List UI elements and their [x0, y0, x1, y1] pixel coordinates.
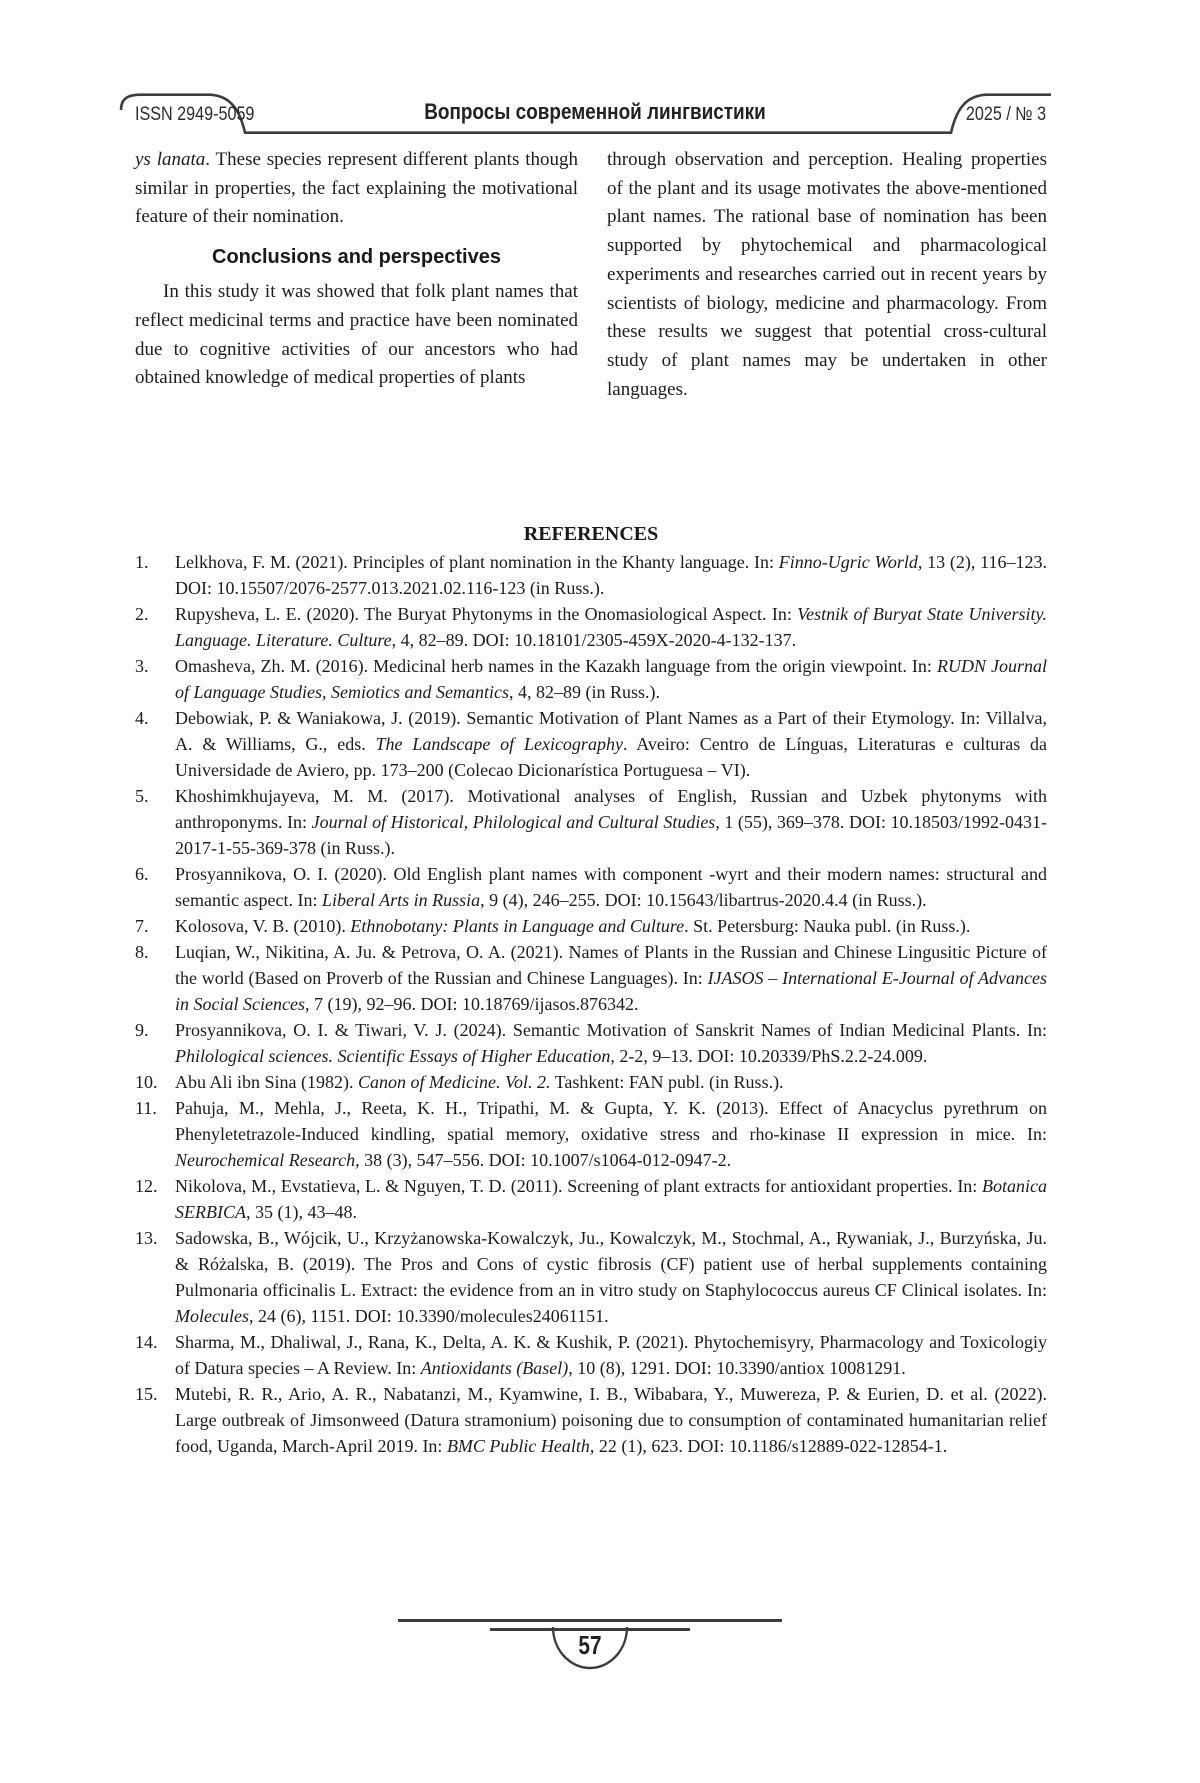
- paragraph-continuation: ys lanata. These species represent different plants though similar in properties, the fact explaining the motivational feature of their nomination.: [135, 149, 578, 228]
- reference-item: [135, 1329, 1047, 1381]
- reference-text: Mutebi, R. R., Ario, A. R., Nabatanzi, M., Kyamwine, I. B., Wibabara, Y., Muwereza, P. & Eurien, D. et al. (2022). Large outbreak of Jimsonweed (Datura stramonium) poisoning due to consumption of contaminated humanitarian relief food, Uganda, March-April 2019. In: BMC Public Health, 22 (1), 623. DOI: 10.1186/s12889-022-12854-1.: [175, 1384, 1047, 1456]
- reference-number: 4.: [135, 708, 149, 728]
- reference-item: [135, 1173, 1047, 1225]
- reference-text: Nikolova, M., Evstatieva, L. & Nguyen, T. D. (2011). Screening of plant extracts for antioxidant properties. In: Botanica SERBICA, 35 (1), 43–48.: [175, 1176, 1047, 1222]
- reference-number: 7.: [135, 916, 149, 936]
- reference-text: Omasheva, Zh. M. (2016). Medicinal herb names in the Kazakh language from the origin viewpoint. In: RUDN Journal of Language Studies, Semiotics and Semantics, 4, 82–89 (in Russ.).: [175, 656, 1048, 702]
- journal-title: Вопросы современной лингвистики: [424, 99, 766, 124]
- reference-number: 3.: [135, 656, 149, 676]
- reference-text: Kolosova, V. B. (2010). Ethnobotany: Plants in Language and Culture. St. Petersburg: Nauka publ. (in Russ.).: [175, 916, 971, 936]
- paragraph: In this study it was showed that folk plant names that reflect medicinal terms and practice have been nominated due to cognitive activities of our ancestors who had obtained knowledge of medical properties of plants: [135, 281, 578, 389]
- reference-text: Sharma, M., Dhaliwal, J., Rana, K., Delta, A. K. & Kushik, P. (2021). Phytochemisyry, Pharmacology and Toxicologiy of Datura species – A Review. In: Antioxidants (Basel), 10 (8), 1291. DOI: 10.3390/antiox 10081291.: [175, 1332, 1047, 1378]
- references-list: [135, 549, 1047, 1459]
- section-heading: Conclusions and perspectives: [212, 246, 501, 269]
- reference-text: Rupysheva, L. E. (2020). The Buryat Phytonyms in the Onomasiological Aspect. In: Vestnik of Buryat State University. Language. Literature. Culture, 4, 82–89. DOI: 10.18101/2305-459X-2020-4-132-137.: [175, 604, 1047, 650]
- right-column: [607, 146, 1047, 404]
- reference-text: Khoshimkhujayeva, M. M. (2017). Motivational analyses of English, Russian and Uzbek phytonyms with anthroponyms. In: Journal of Historical, Philological and Cultural Studies, 1 (55), 369–378. DOI: 10.18503/1992-0431-2017-1-55-369-378 (in Russ.).: [175, 786, 1047, 858]
- reference-item: [135, 705, 1047, 783]
- reference-number: 1.: [135, 552, 149, 572]
- reference-text: Prosyannikova, O. I. (2020). Old English plant names with component -wyrt and their modern names: structural and semantic aspect. In: Liberal Arts in Russia, 9 (4), 246–255. DOI: 10.15643/libartrus-2020.4.4 (in Russ.).: [175, 864, 1047, 910]
- reference-number: 12.: [135, 1176, 158, 1196]
- reference-item: [135, 783, 1047, 861]
- reference-item: [135, 601, 1047, 653]
- reference-number: 5.: [135, 786, 149, 806]
- reference-item: [135, 1017, 1047, 1069]
- issue-label: 2025 / № 3: [965, 104, 1047, 125]
- reference-text: Prosyannikova, O. I. & Tiwari, V. J. (2024). Semantic Motivation of Sanskrit Names of Indian Medicinal Plants. In: Philological sciences. Scientific Essays of Higher Education, 2-2, 9–13. DOI: 10.20339/PhS.2.2-24.009.: [175, 1020, 1047, 1066]
- issn-label: ISSN 2949-5059: [135, 104, 255, 125]
- reference-number: 14.: [135, 1332, 158, 1352]
- reference-item: [135, 861, 1047, 913]
- reference-number: 9.: [135, 1020, 149, 1040]
- reference-number: 10.: [135, 1072, 158, 1092]
- reference-text: Sadowska, B., Wójcik, U., Krzyżanowska-Kowalczyk, Ju., Kowalczyk, M., Stochmal, A., Rywaniak, J., Burzyńska, Ju. & Różalska, B. (2019). The Pros and Cons of cystic fibrosis (CF) patient use of herbal supplements containing Pulmonaria officinalis L. Extract: the evidence from an in vitro study on Staphylococcus aureus CF Clinical isolates. In: Molecules, 24 (6), 1151. DOI: 10.3390/molecules24061151.: [175, 1228, 1047, 1326]
- reference-item: [135, 1069, 1047, 1095]
- paragraph: through observation and perception. Healing properties of the plant and its usage motivates the above-mentioned plant names. The rational base of nomination has been supported by phytochemical and pharmacological experiments and researches carried out in recent years by scientists of biology, medicine and pharmacology. From these results we suggest that potential cross-cultural study of plant names may be undertaken in other languages.: [607, 149, 1047, 400]
- reference-number: 13.: [135, 1228, 158, 1248]
- reference-text: Abu Ali ibn Sina (1982). Canon of Medicine. Vol. 2. Tashkent: FAN publ. (in Russ.).: [175, 1072, 784, 1092]
- reference-number: 11.: [135, 1098, 157, 1118]
- reference-item: [135, 913, 1047, 939]
- page-number: 57: [578, 1630, 602, 1660]
- header-rule: [0, 0, 1200, 160]
- reference-text: Lelkhova, F. M. (2021). Principles of plant nomination in the Khanty language. In: Finno-Ugric World, 13 (2), 116–123. DOI: 10.15507/2076-2577.013.2021.02.116-123 (in Russ.).: [175, 552, 1047, 598]
- reference-number: 6.: [135, 864, 149, 884]
- reference-item: [135, 653, 1047, 705]
- left-column: [135, 146, 578, 393]
- reference-item: [135, 939, 1047, 1017]
- reference-item: [135, 549, 1047, 601]
- reference-text: Debowiak, P. & Waniakowa, J. (2019). Semantic Motivation of Plant Names as a Part of their Etymology. In: Villalva, A. & Williams, G., eds. The Landscape of Lexicography. Aveiro: Centro de Línguas, Literaturas e culturas da Universidade de Aviero, pp. 173–200 (Colecao Dicionarística Portuguesa – VI).: [175, 708, 1048, 780]
- reference-item: [135, 1381, 1047, 1459]
- reference-number: 2.: [135, 604, 149, 624]
- reference-item: [135, 1095, 1047, 1173]
- references-heading: REFERENCES: [523, 523, 659, 545]
- reference-item: [135, 1225, 1047, 1329]
- reference-number: 8.: [135, 942, 149, 962]
- reference-text: Luqian, W., Nikitina, A. Ju. & Petrova, O. A. (2021). Names of Plants in the Russian and Chinese Lingusitic Picture of the world (Based on Proverb of the Russian and Chinese Languages). In: IJASOS – International E-Journal of Advances in Social Sciences, 7 (19), 92–96. DOI: 10.18769/ijasos.876342.: [175, 942, 1047, 1014]
- reference-number: 15.: [135, 1384, 158, 1404]
- reference-text: Pahuja, M., Mehla, J., Reeta, K. H., Tripathi, M. & Gupta, Y. K. (2013). Effect of Anacyclus pyrethrum on Phenyletetrazole-Induced kindling, spatial memory, oxidative stress and rho-kinase II expression in mice. In: Neurochemical Research, 38 (3), 547–556. DOI: 10.1007/s1064-012-0947-2.: [175, 1098, 1047, 1170]
